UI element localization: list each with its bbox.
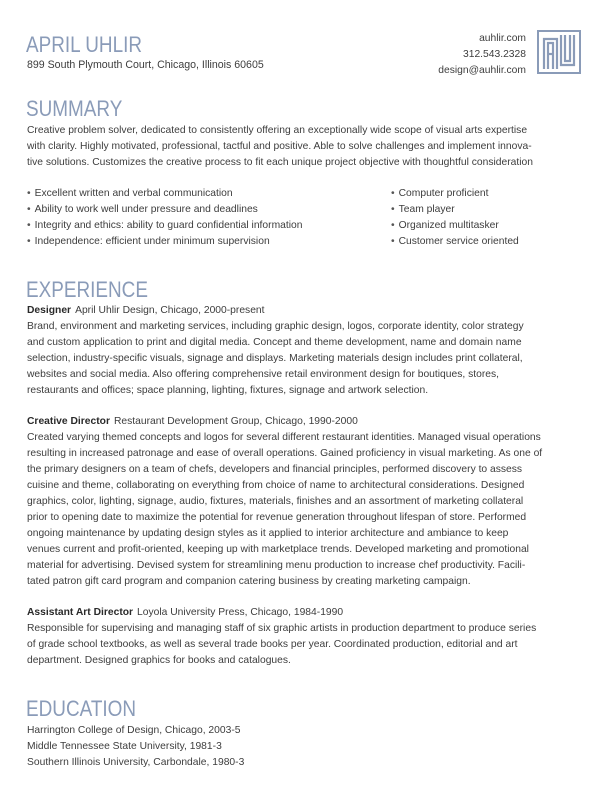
education-list bbox=[27, 723, 244, 771]
job-line: graphics, color, lighting, signage, audio, fixtures, materials, finishes and an assortment of marketing collateral bbox=[27, 496, 524, 507]
education-item: Harrington College of Design, Chicago, 2003-5 bbox=[27, 725, 241, 736]
summary-line: tive solutions. Customizes the creative process to fit each unique project objective with thoughtful consideration bbox=[27, 157, 533, 168]
job-line: restaurants and offices; space planning, lighting, fixtures, signage and artwork selection. bbox=[27, 385, 429, 396]
au-monogram-logo bbox=[537, 30, 581, 74]
job-entry-assistant-art-director bbox=[27, 605, 587, 669]
skills-list-right bbox=[391, 186, 519, 250]
website-link[interactable]: auhlir.com bbox=[479, 33, 526, 44]
job-line: websites and social media. Also offering comprehensive retail environment design for boutiques, stores, bbox=[27, 369, 500, 380]
job-line: Responsible for supervising and managing staff of six graphic artists in production department to produce series bbox=[27, 623, 537, 634]
job-line: cuisine and theme, collaborating on everything from choice of name to architectural considerations. Designed bbox=[27, 480, 525, 491]
job-description bbox=[27, 430, 587, 590]
summary-heading: SUMMARY bbox=[26, 96, 123, 121]
job-title: Assistant Art Director bbox=[27, 607, 134, 618]
job-entry-creative-director bbox=[27, 414, 587, 590]
education-item: Middle Tennessee State University, 1981-3 bbox=[27, 741, 222, 752]
job-heading bbox=[27, 303, 587, 319]
address: 899 South Plymouth Court, Chicago, Illinois 60605 bbox=[27, 59, 264, 71]
skill-item: • Team player bbox=[391, 202, 519, 218]
skill-item: • Customer service oriented bbox=[391, 234, 519, 250]
applicant-name: APRIL UHLIR bbox=[26, 32, 143, 57]
job-heading bbox=[27, 414, 587, 430]
job-description bbox=[27, 319, 587, 399]
job-line: and custom application to print and digital media. Concept and theme development, name and domain name bbox=[27, 337, 522, 348]
job-title: Creative Director bbox=[27, 416, 110, 427]
job-line: of grade school textbooks, as well as several trade books per year. Coordinated production, editorial and art bbox=[27, 639, 518, 650]
summary-line: Creative problem solver, dedicated to consistently offering an exceptionally wide scope of visual arts expertise bbox=[27, 125, 528, 136]
job-line: Created varying themed concepts and logos for several different restaurant identities. Managed visual operations bbox=[27, 432, 541, 443]
skill-item: • Organized multitasker bbox=[391, 218, 519, 234]
skill-item: • Ability to work well under pressure and deadlines bbox=[27, 202, 302, 218]
skill-item: • Integrity and ethics: ability to guard confidential information bbox=[27, 218, 302, 234]
skill-item: • Computer proficient bbox=[391, 186, 519, 202]
job-line: tated patron gift card program and companion catering business by creating marketing campaign. bbox=[27, 576, 471, 587]
job-line: venues current and profit-oriented, keeping up with marketplace trends. Developed marketing and promotional bbox=[27, 544, 529, 555]
job-description bbox=[27, 621, 587, 669]
contact-info bbox=[438, 31, 526, 79]
education-heading: EDUCATION bbox=[26, 696, 137, 721]
skill-item: • Independence: efficient under minimum supervision bbox=[27, 234, 302, 250]
job-entry-designer bbox=[27, 303, 587, 399]
job-line: the primary designers on a team of chefs, developers and financial principles, performed discovery to assess bbox=[27, 464, 523, 475]
summary-line: with clarity. Highly motivated, professional, tactful and positive. Able to solve challenges and implement innova- bbox=[27, 141, 532, 152]
job-line: prior to opening date to maximize the potential for revenue generation throughout lifespan of store. Performed bbox=[27, 512, 527, 523]
job-line: resulting in increased patronage and ease of overall operations. Gained proficiency in visual marketing. As one of bbox=[27, 448, 543, 459]
education-item: Southern Illinois University, Carbondale, 1980-3 bbox=[27, 757, 245, 768]
skill-item: • Excellent written and verbal communication bbox=[27, 186, 302, 202]
job-organization: Restaurant Development Group, Chicago, 1990-2000 bbox=[113, 416, 358, 427]
skills-list-left bbox=[27, 186, 302, 250]
experience-heading: EXPERIENCE bbox=[26, 277, 148, 302]
job-line: material for advertising. Devised system for streamlining menu production to increase chef productivity. Facili- bbox=[27, 560, 526, 571]
summary-text bbox=[27, 123, 587, 171]
job-line: Brand, environment and marketing services, including graphic design, logos, corporate identity, color strategy bbox=[27, 321, 524, 332]
job-line: ongoing maintenance by updating design styles as it applied to interior architecture and ambiance to keep bbox=[27, 528, 509, 539]
job-organization: April Uhlir Design, Chicago, 2000-present bbox=[75, 305, 265, 316]
job-title: Designer bbox=[27, 305, 72, 316]
job-organization: Loyola University Press, Chicago, 1984-1990 bbox=[137, 607, 344, 618]
phone-number: 312.543.2328 bbox=[463, 49, 526, 60]
email-link[interactable]: design@auhlir.com bbox=[438, 65, 526, 76]
job-heading bbox=[27, 605, 587, 621]
job-line: department. Designed graphics for books and catalogues. bbox=[27, 655, 291, 666]
job-line: selection, industry-specific visuals, signage and displays. Marketing materials design includes print collateral, bbox=[27, 353, 523, 364]
